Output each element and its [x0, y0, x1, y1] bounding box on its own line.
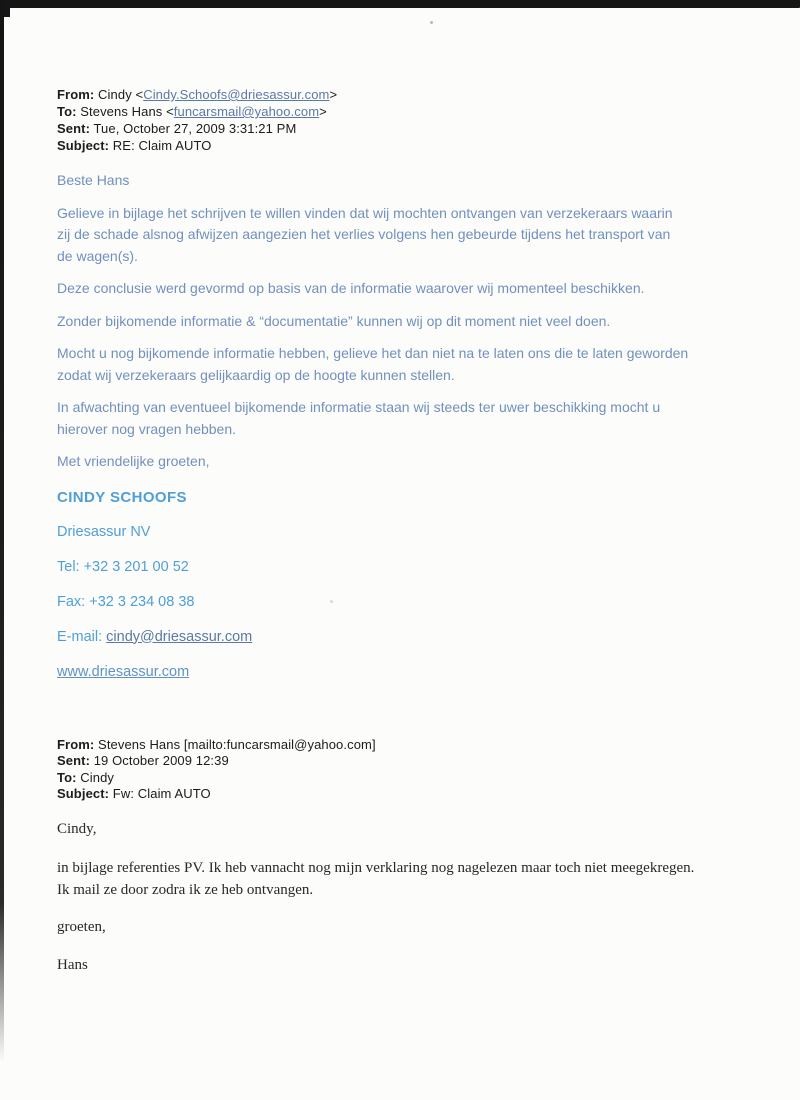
to-label: To:: [57, 104, 77, 119]
email2-header: [57, 737, 747, 803]
sent-label: Sent:: [57, 121, 90, 136]
to-bracket: >: [319, 104, 327, 119]
document-content: [57, 86, 747, 976]
sent-label: Sent:: [57, 753, 90, 768]
email1-closing: Met vriendelijke groeten,: [57, 453, 210, 469]
email1-header: [57, 86, 747, 154]
from-email-link[interactable]: Cindy.Schoofs@driesassur.com: [143, 87, 330, 102]
signature-website-row: [57, 662, 747, 683]
email2-to-row: [57, 770, 747, 787]
from-label: From:: [57, 87, 95, 102]
signature-email-row: [57, 627, 747, 648]
subject-label: Subject:: [57, 786, 110, 801]
scan-artifact-left-line: [0, 0, 4, 1062]
signature-website-link[interactable]: www.driesassur.com: [57, 663, 190, 680]
to-name: Stevens Hans <: [76, 104, 174, 119]
sent-value: 19 October 2009 12:39: [90, 753, 229, 768]
email2-subject-row: [57, 786, 747, 803]
signature-phone: Tel: +32 3 201 00 52: [57, 558, 189, 575]
from-name: Cindy <: [94, 87, 144, 102]
email2-from-row: [57, 737, 747, 754]
signature-name: CINDY SCHOOFS: [57, 488, 187, 506]
email1-signature: [57, 487, 747, 683]
email1-greeting: Beste Hans: [57, 172, 130, 188]
to-label: To:: [57, 769, 77, 785]
signature-email-label: E-mail:: [57, 628, 107, 645]
signature-company: Driesassur NV: [57, 523, 151, 540]
scan-artifact-top-bar: [0, 0, 800, 8]
to-email-link[interactable]: funcarsmail@yahoo.com: [173, 104, 320, 119]
email1-paragraph-3: Zonder bijkomende informatie & “documentatie” kunnen wij op dit moment niet veel doen.: [57, 312, 611, 329]
email1-sent-row: [57, 120, 747, 137]
email1-paragraph-4: Mocht u nog bijkomende informatie hebben, gelieve het dan niet na te laten ons die te laten geworden zodat wij verzekeraars gelijkaardig op de hoogte kunnen stellen.: [57, 345, 689, 383]
scan-speck: [430, 21, 433, 24]
signature-email-link[interactable]: cindy@driesassur.com: [106, 628, 253, 645]
email2-paragraph: in bijlage referenties PV. Ik heb vannacht nog mijn verklaring nog nagelezen maar toch niet meegekregen. Ik mail ze door zodra ik ze heb ontvangen.: [57, 859, 695, 898]
from-value: Stevens Hans [mailto:funcarsmail@yahoo.com]: [94, 736, 376, 752]
email1-paragraph-1: Gelieve in bijlage het schrijven te willen vinden dat wij mochten ontvangen van verzekeraars waarin zij de schade alsnog afwijzen aangezien het verlies volgens hen gebeurde tijdens het transport van de wagen(s).: [57, 204, 673, 264]
email2-sent-row: [57, 753, 747, 770]
email2-closing: groeten,: [57, 918, 106, 935]
email2-body: [57, 818, 747, 976]
email1-to-row: [57, 103, 747, 120]
email1-from-row: [57, 86, 747, 103]
subject-value: RE: Claim AUTO: [109, 138, 212, 153]
email1-subject-row: [57, 137, 747, 154]
email1-body: [57, 170, 747, 473]
to-value: Cindy: [76, 769, 114, 785]
email1-paragraph-2: Deze conclusie werd gevormd op basis van de informatie waarover wij momenteel beschikken.: [57, 280, 645, 296]
from-label: From:: [57, 736, 95, 752]
email2-greeting: Cindy,: [57, 820, 97, 837]
sent-value: Tue, October 27, 2009 3:31:21 PM: [90, 121, 297, 136]
from-bracket: >: [329, 87, 338, 102]
subject-value: Fw: Claim AUTO: [109, 786, 211, 801]
email2-signoff: Hans: [57, 956, 88, 973]
email1-paragraph-5: In afwachting van eventueel bijkomende informatie staan wij steeds ter uwer beschikking mocht u hierover nog vragen hebben.: [57, 399, 661, 437]
signature-fax: Fax: +32 3 234 08 38: [57, 593, 195, 610]
subject-label: Subject:: [57, 138, 110, 153]
